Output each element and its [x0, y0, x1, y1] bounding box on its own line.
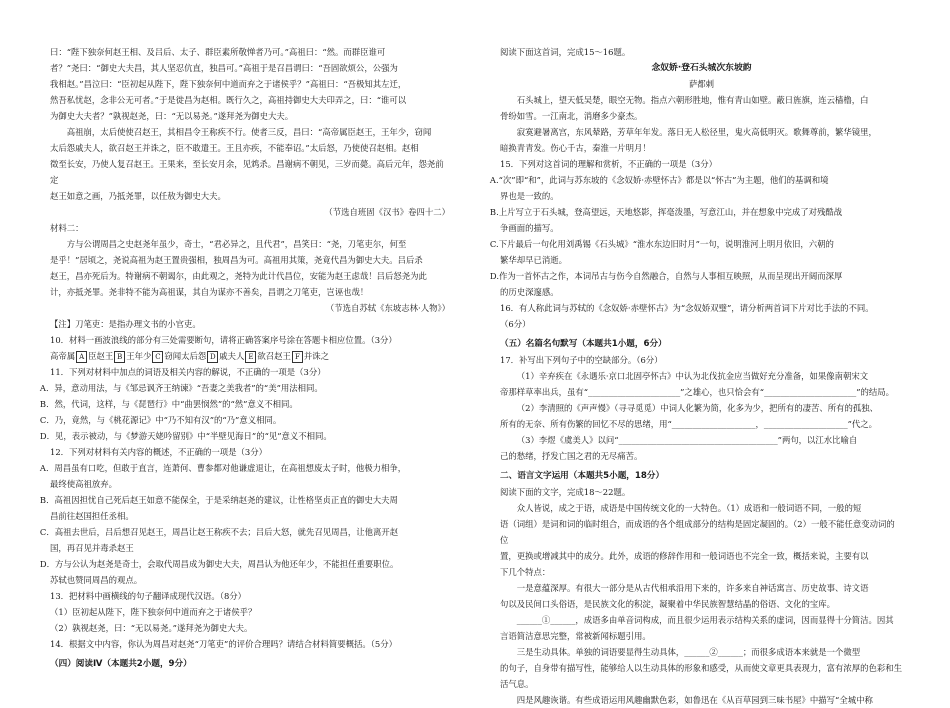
left-line: C．乃，竟然，与《桃花源记》中“乃不知有汉”的“乃”意义相同。: [39, 415, 282, 425]
right-line: 界也是一致的。: [500, 191, 559, 201]
right-line: D.作为一首怀古之作，本词吊古与伤今自然融合，自然与人事相互映照，从而呈现出开阔而深厚: [489, 271, 843, 281]
right-line: 句以及民间口头俗语，是民族文化的积淀，凝聚着中华民族智慧结晶的俗语、文化的宝库。: [500, 599, 835, 609]
right-line: 骨纷如雪。一江南北，消磨多少豪杰。: [500, 111, 643, 121]
left-line: 为御史大夫者？”孰视赵尧，曰：“无以易尧。”遂拜尧为御史大夫。: [50, 111, 294, 121]
right-line: 语（词组）是词和词的临时组合，而成语的各个组成部分的结构是固定凝固的。（2）一般不能任意变动词的位: [500, 519, 895, 545]
left-line: 高祖崩，太后使使召赵王，其相昌令王称疾不行。使者三反，昌曰：“高帝属臣赵王，王年少，窃闻: [66, 127, 432, 137]
right-line: 三是生动具体。单独的词语要显得生动具体，______②______；而很多成语本来就是一个微型: [516, 647, 861, 657]
left-line: 11．下列对材料中加点的词语及相关内容的解说，不正确的一项是（3分）: [50, 367, 326, 377]
right-line: 繁华却早已消逝。: [500, 255, 567, 265]
q10-choice-box[interactable]: A: [76, 351, 87, 363]
left-line: 材料二：: [50, 223, 84, 233]
left-line: D．方与公认为赵尧是奇士，会取代周昌成为御史大夫，周昌认为他还年少，不能担任重要职位。: [39, 559, 399, 569]
left-line: （四）阅读Ⅳ（本题共2小题，9分）: [50, 659, 192, 669]
left-line: 然吾私忧赵，念非公无可者。”于是徙昌为赵相。既行久之，高祖持御史大夫印弄之，曰：“谁可以: [50, 95, 407, 105]
right-line: 阅读下面这首词，完成15～16题。: [500, 47, 631, 57]
left-line: 曰：“陛下独奈何赵王相、及吕后、太子、群臣素所敬惮者乃可。”高祖曰：“然。而群臣谁可: [50, 47, 386, 57]
right-line: 寂寞避暑离宫，东风辇路，芳草年年发。落日无人松径里，鬼火高低明灭。歌舞尊前，繁华镜里，: [516, 127, 877, 137]
right-line: 16．有人称此词与苏轼的《念奴娇·赤壁怀古》为“念奴娇双璧”，请分析两首词下片对比手法的不同。: [500, 303, 874, 313]
right-line: 争画面的描写。: [500, 223, 559, 233]
left-line: D．见，表示被动，与《梦游天姥吟留别》中“半壁见海日”的“见”意义不相同。: [39, 431, 332, 441]
right-line: B.上片写立于石头城，登高望远，天地悠影，挥毫泼墨，写意江山，并在想象中完成了对残酷战: [489, 207, 843, 217]
right-line: 的历史深邃感。: [500, 287, 559, 297]
right-line: 阅读下面的文字，完成18～22题。: [500, 487, 631, 497]
right-line: 言语简洁意思完整，常被新闻标题引用。: [500, 631, 651, 641]
right-line: 帝那样草率出兵，虽有“______________________”之雄心，也只恰会有“______________________”的结局。: [500, 387, 894, 397]
q10-segment: 窃闻太后怨: [164, 351, 207, 361]
left-line: [50, 348, 450, 364]
left-line: 国，再召见并毒杀赵王: [50, 543, 134, 553]
left-line: 【注】刀笔吏：是指办理文书的小官吏。: [50, 319, 201, 329]
q10-choice-box[interactable]: C: [152, 351, 163, 363]
right-line: （2）李清照的《声声慢》（寻寻觅觅）中词人化繁为简，化多为少，把所有的凄苦、所有的孤独、: [516, 403, 879, 413]
q10-segment: 王年少: [126, 351, 152, 361]
right-line: A.“次”即“和”，此词与苏东坡的《念奴娇·赤壁怀古》都是以“怀古”为主题，他们的基调和境: [489, 175, 829, 185]
left-line: 赵王，昌亦死后为。特谢病不朝谒尔，由此观之，尧特为此计代昌位，安能为赵王虑哉！吕后怒尧为此: [50, 271, 427, 281]
left-line: 10．材料一画波浪线的部分有三处需要断句，请将正确答案序号涂在答题卡相应位置。（3分）: [50, 335, 397, 345]
right-column: [489, 44, 903, 708]
left-line: 是乎！”居顷之，尧说高祖为赵王置贵强相，独周昌为可。高祖用其策，尧竟代昌为御史大夫。吕后杀: [50, 255, 423, 265]
right-line: 四是风趣诙谐。有些成语运用风趣幽默色彩，如鲁迅在《从百草园到三味书屋》中描写“全城中称: [516, 695, 873, 705]
q10-segment: 臣赵王: [88, 351, 114, 361]
left-line: B．高祖因担忧自己死后赵王如意不能保全，于是采纳赵尧的建议，让性格坚贞正直的御史大夫周: [39, 495, 398, 505]
left-line: A．异，意动用法，与《邹忌讽齐王纳谏》“吾妻之美我者”的“美”用法相同。: [39, 383, 323, 393]
right-line: 所有的无奈、所有伤繁的回忆不尽的思绪，用“____________________，____________________”代之。: [500, 419, 878, 429]
q10-segment: 戚夫人: [219, 351, 245, 361]
left-line: （1）臣初起从陛下，陛下独奈何中道而弃之于诸侯乎？: [50, 607, 257, 617]
left-line: 计，亦抵尧罪。尧非特不能为高祖谋，其自为谋亦不善矣，昌谓之刀笔吏，岂诬也哉！: [50, 287, 369, 297]
q10-choice-box[interactable]: F: [292, 351, 303, 363]
right-line: 15．下列对这首词的理解和赏析，不正确的一项是（3分）: [500, 159, 717, 169]
right-line: 的句子，自身带有描写性，能够给人以生动具体的形象和感受，从而使文章更具表现力，富有浓厚的色彩和生活气息。: [500, 663, 902, 689]
left-line: 方与公谓周昌之史赵尧年虽少，奇士，“君必异之，且代君”，昌笑曰：“尧，刀笔吏尔，何至: [66, 239, 407, 249]
left-line: 12．下列对材料有关内容的概述，不正确的一项是（3分）: [50, 447, 267, 457]
right-line: C.下片最后一句化用刘禹锡《石头城》“淮水东边旧时月”一句，说明淮河上明月依旧，六朝的: [489, 239, 834, 249]
left-line: （节选自班固《汉书》卷四十二）: [324, 207, 450, 217]
right-line: （1）辛弃疾在《永遇乐·京口北固亭怀古》中认为北伐抗金应当做好充分准备，如果像南朝宋文: [516, 371, 869, 381]
left-line: B．然，代词，这样，与《琵琶行》中“曲罢悯然”的“然”意义不相同。: [39, 399, 298, 409]
left-line: 徵至长安，乃使人复召赵王。王果来，至长安月余，见鸩杀。昌谢病不朝见，三岁而薨。高后元年，怨尧前定: [50, 159, 444, 185]
right-line: 下几个特点：: [500, 567, 551, 577]
right-line: 暗换青青发。伤心千古，秦淮一片明月！: [500, 143, 651, 153]
q10-segment: 高帝属: [50, 351, 76, 361]
left-line: 太后怨戚夫人，欲召赵王并诛之，臣不敢遣王。王且亦疾，不能奉诏。”太后怒，乃使使召赵相。赵相: [50, 143, 419, 153]
left-line: （2）孰视赵尧，曰：“无以易尧。”遂拜尧为御史大夫。: [50, 623, 253, 633]
right-line: 石头城上，望天低吴楚，眼空无物。指点六朝形胜地，惟有青山如壁。蔽日旌旗，连云樯橹，白: [516, 95, 869, 105]
right-line: 二、语言文字运用（本题共5小题，18分）: [500, 471, 665, 481]
right-line: 己的愁绪，抒发亡国之君的无尽痛苦。: [500, 451, 643, 461]
right-line: 一是意蕴深厚。有很大一部分是从古代相承沿用下来的，许多来自神话寓言、历史故事、诗文语: [516, 583, 869, 593]
left-line: A．周昌虽有口吃，但敢于直言，连萧何、曹参都对他谦虚退让，在高祖想废太子时，他极力相争，: [39, 463, 407, 473]
right-line: 众人皆说，成之于语，成语是中国传统文化的一大特色。（1）成语和一般词语不同，一般的短: [516, 503, 862, 513]
right-line: 17．补写出下列句子中的空缺部分。（6分）: [500, 355, 663, 365]
right-line: ______①______，成语多由单音词构成，而且很少运用表示结构关系的虚词，因而显得十分简洁。因其: [516, 615, 894, 625]
left-line: 14．根据文中内容，你认为周昌对赵尧“刀笔吏”的评价合理吗？请结合材料简要概括。（5分）: [50, 639, 397, 649]
left-column: [39, 44, 450, 672]
left-line: 昌前往赵国担任丞相。: [50, 511, 134, 521]
left-line: 赵王如意之画，乃抵尧罪，以任敖为御史大夫。: [50, 191, 226, 201]
q10-choice-box[interactable]: E: [245, 351, 256, 363]
left-line: 13．把材料中画横线的句子翻译成现代汉语。（8分）: [50, 591, 247, 601]
right-line: （五）名篇名句默写（本题共1小题，6分）: [500, 339, 667, 349]
left-line: 苏轼也赞同周昌的观点。: [50, 575, 143, 585]
q10-segment: 并诛之: [303, 351, 329, 361]
left-line: （节选自苏轼《东坡志林·人物》）: [325, 303, 450, 313]
q10-choice-box[interactable]: D: [207, 351, 218, 363]
left-line: 我相赵。”昌泣曰：“臣初起从陛下，陛下独奈何中道而弃之于诸侯乎？”高祖曰：“吾极知其左迁，: [50, 79, 407, 89]
left-line: C．高祖去世后，吕后想召见赵王，周昌让赵王称疾不去；吕后大怒，就先召见周昌，让他离开赵: [39, 527, 399, 537]
q10-choice-box[interactable]: B: [114, 351, 125, 363]
right-line: （3）李煜《虞美人》以问“______________________________________”两句，以江水比喻自: [516, 435, 858, 445]
right-line: （6分）: [500, 319, 531, 329]
left-line: 最终使高祖放弃。: [50, 479, 117, 489]
right-line: 置，更换或增减其中的成分。此外，成语的修辞作用和一般词语也不完全一致，概括来说，主要有以: [500, 551, 869, 561]
right-line: 念奴娇·登石头城次东坡韵: [651, 63, 752, 73]
right-line: 萨都剌: [688, 79, 715, 89]
q10-segment: 欲召赵王: [257, 351, 291, 361]
left-line: 者？”尧曰：“御史大夫昌，其人坚忍伉直，独昌可。”高祖于是召昌谓曰：“吾固欲烦公，公强为: [50, 63, 398, 73]
